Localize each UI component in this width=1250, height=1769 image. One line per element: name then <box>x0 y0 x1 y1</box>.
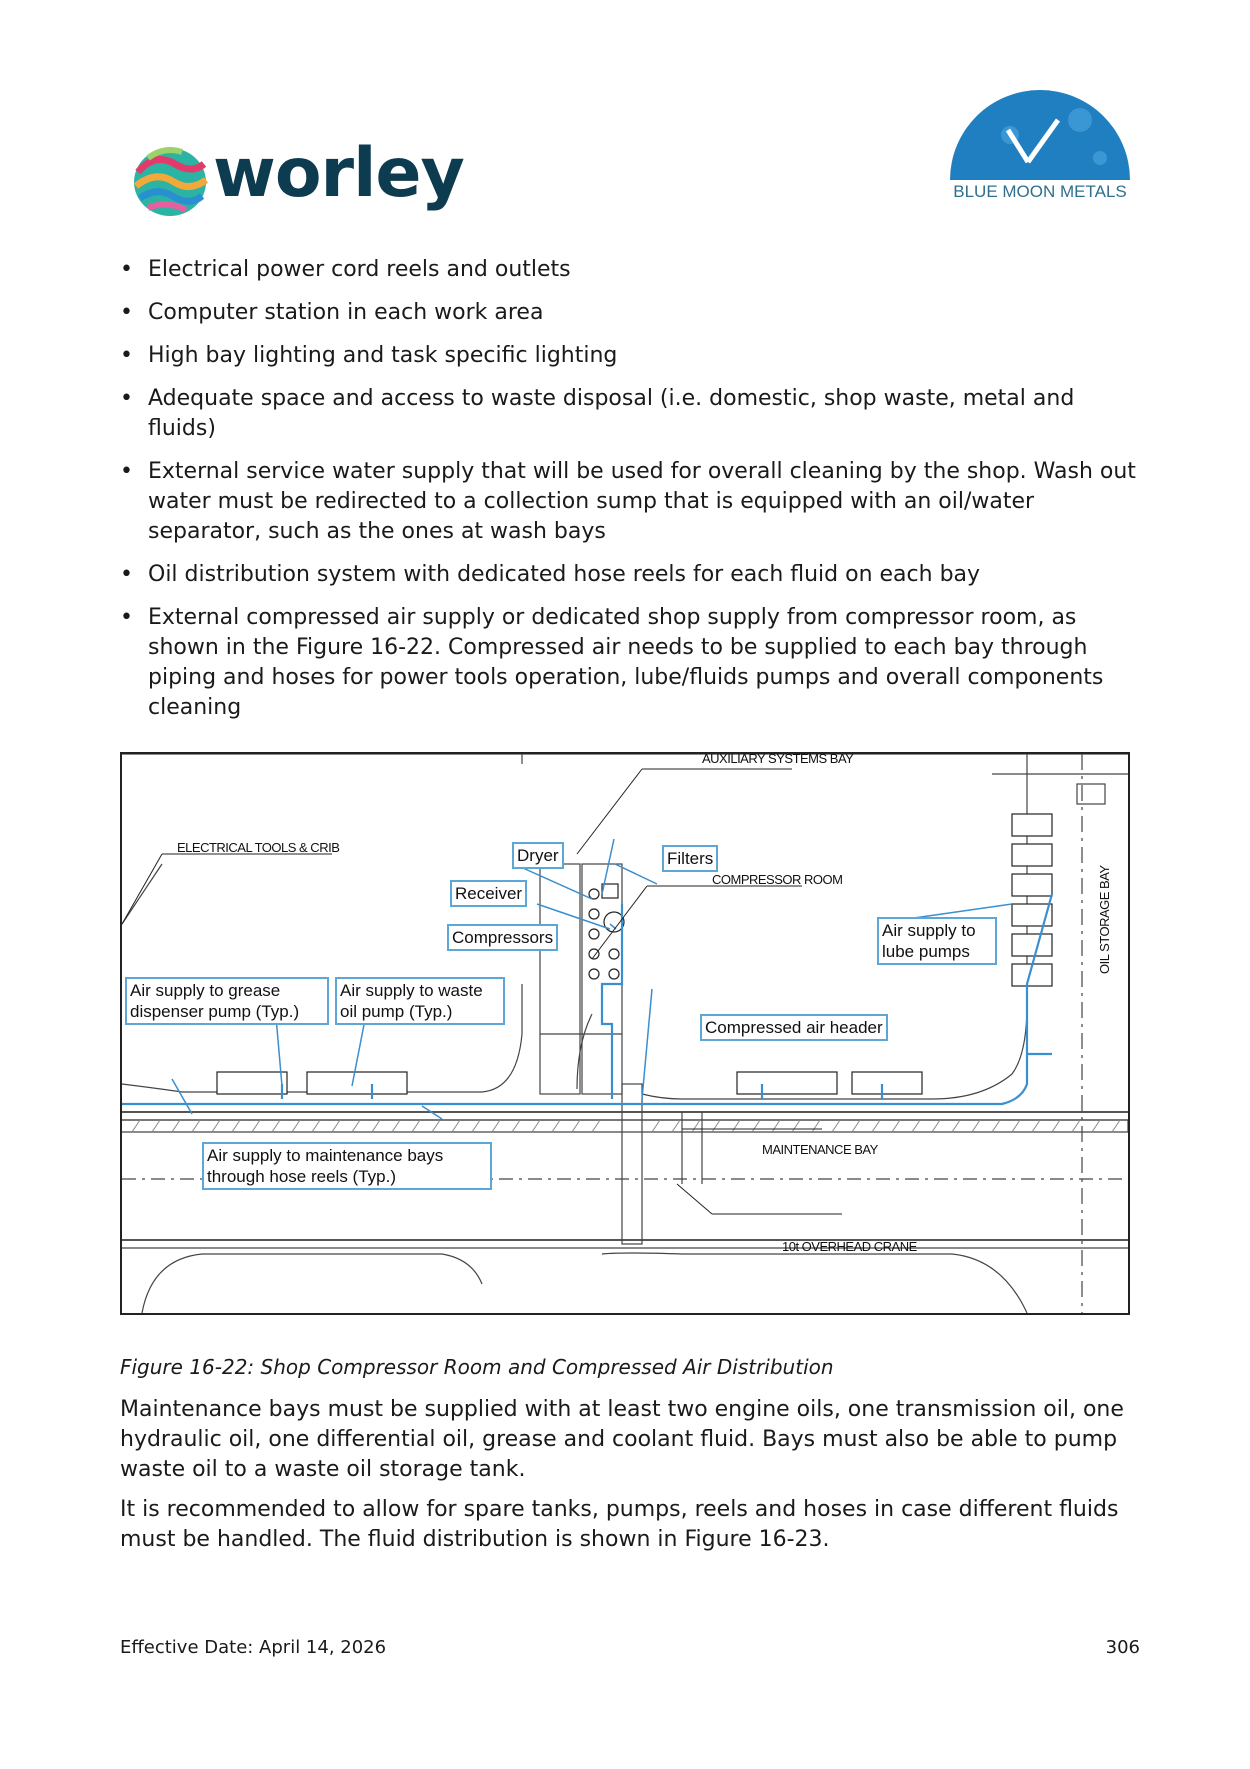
compressed-air-header-label: Compressed air header <box>700 1014 888 1041</box>
compressor-room-label: COMPRESSOR ROOM <box>712 872 843 887</box>
air-supply-waste-label: Air supply to waste oil pump (Typ.) <box>335 977 505 1025</box>
moon-icon <box>940 80 1140 180</box>
filters-label: Filters <box>662 845 718 872</box>
list-item: • High bay lighting and task specific lighting <box>120 341 1140 371</box>
cad-drawing <box>122 754 1128 1313</box>
paragraph: Maintenance bays must be supplied with at least two engine oils, one transmission oil, one hydraulic oil, one differential oil, grease and coolant fluid. Bays must also be able to pump waste oil to a waste oil storage tank. <box>120 1397 1124 1482</box>
list-item: • Computer station in each work area <box>120 298 1140 328</box>
figure-caption: Figure 16-22: Shop Compressor Room and Compressed Air Distribution <box>120 1355 834 1379</box>
receiver-label: Receiver <box>450 880 527 907</box>
worley-wordmark: worley <box>213 134 464 213</box>
list-item: • Electrical power cord reels and outlets <box>120 255 1140 285</box>
requirements-list <box>120 255 1140 736</box>
overhead-crane-label: 10t OVERHEAD CRANE <box>782 1239 917 1254</box>
paragraph: It is recommended to allow for spare tanks, pumps, reels and hoses in case different fluids must be handled. The fluid distribution is shown in Figure 16-23. <box>120 1497 1119 1552</box>
dryer-label: Dryer <box>512 842 564 869</box>
list-item: • External compressed air supply or dedicated shop supply from compressor room, as shown in the Figure 16-22. Compressed air needs to be supplied to each bay through piping and hoses for power tools operation, lube/fluids pumps and overall components cleaning <box>120 603 1140 723</box>
oil-storage-bay-label: OIL STORAGE BAY <box>1097 865 1112 974</box>
blue-moon-metals-text: BLUE MOON METALS <box>953 182 1127 201</box>
page-number: 306 <box>1105 1637 1140 1658</box>
worley-logo <box>130 134 464 230</box>
aux-systems-bay-label: AUXILIARY SYSTEMS BAY <box>702 751 854 766</box>
compressed-air-diagram <box>120 752 1130 1315</box>
air-supply-grease-label: Air supply to grease dispenser pump (Typ.) <box>125 977 329 1025</box>
list-item: • Adequate space and access to waste disposal (i.e. domestic, shop waste, metal and fluids) <box>120 384 1140 444</box>
air-supply-lube-label: Air supply to lube pumps <box>877 917 997 965</box>
air-supply-maintenance-label: Air supply to maintenance bays through hose reels (Typ.) <box>202 1142 492 1190</box>
effective-date: Effective Date: April 14, 2026 <box>120 1637 387 1658</box>
worley-swirl-icon <box>130 142 210 222</box>
electrical-tools-label: ELECTRICAL TOOLS & CRIB <box>177 840 340 855</box>
blue-moon-metals-logo <box>940 80 1140 210</box>
list-item: • Oil distribution system with dedicated hose reels for each fluid on each bay <box>120 560 1140 590</box>
list-item: • External service water supply that will be used for overall cleaning by the shop. Wash out water must be redirected to a collection sump that is equipped with an oil/water separator, such as the ones at wash bays <box>120 457 1140 547</box>
compressors-label: Compressors <box>447 924 558 951</box>
maintenance-bay-label: MAINTENANCE BAY <box>762 1142 878 1157</box>
